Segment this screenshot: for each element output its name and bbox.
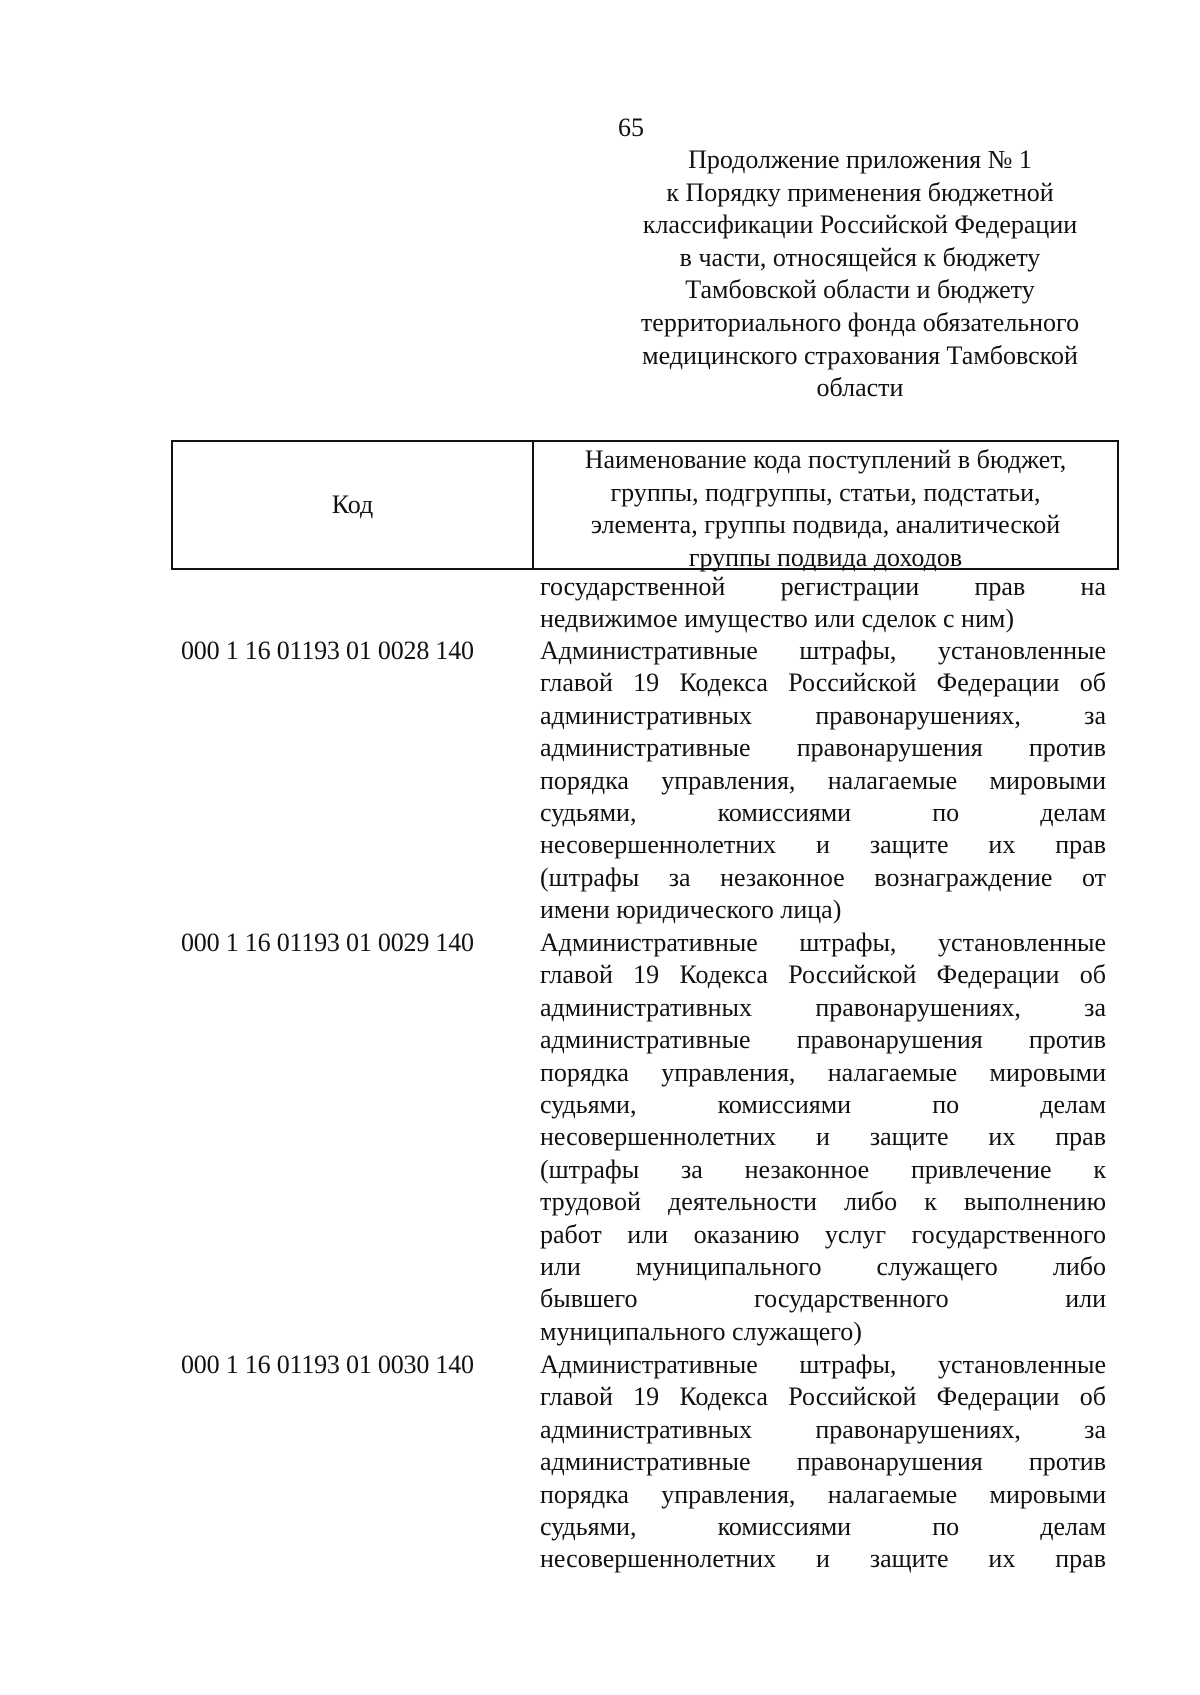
header-name-line: элемента, группы подвида, аналитической xyxy=(590,510,1061,539)
row-code: 000 1 16 01193 01 0028 140 xyxy=(181,636,474,665)
table-header xyxy=(171,440,1119,570)
row-description xyxy=(540,1349,1106,1576)
desc-line: или муниципального служащего либо xyxy=(540,1251,1106,1281)
desc-line: судьями, комиссиями по делам xyxy=(540,797,1106,827)
desc-line: (штрафы за незаконное привлечение к xyxy=(540,1154,1106,1184)
desc-line: Административные штрафы, установленные xyxy=(540,636,1106,665)
desc-line: административные правонарушения против xyxy=(540,1025,1106,1055)
desc-line: бывшего государственного или xyxy=(540,1284,1106,1314)
desc-line: судьями, комиссиями по делам xyxy=(540,1089,1106,1119)
header-name-line: группы подвида доходов xyxy=(688,542,963,572)
desc-line: порядка управления, налагаемые мировыми xyxy=(540,1479,1106,1509)
desc-line: государственной регистрации прав на xyxy=(540,572,1106,601)
desc-line: порядка управления, налагаемые мировыми xyxy=(540,765,1106,795)
header-name-cell xyxy=(534,442,1117,572)
continuation-text xyxy=(540,571,1106,636)
appendix-line: в части, относящейся к бюджету xyxy=(679,242,1041,272)
desc-line: несовершеннолетних и защите их прав xyxy=(540,1544,1106,1574)
desc-line: судьями, комиссиями по делам xyxy=(540,1511,1106,1541)
appendix-heading xyxy=(600,144,1120,405)
header-name-line: Наименование кода поступлений в бюджет, xyxy=(584,445,1067,474)
row-description xyxy=(540,927,1106,1348)
desc-line: Административные штрафы, установленные xyxy=(540,928,1106,957)
appendix-line: области xyxy=(816,373,904,403)
desc-line: несовершеннолетних и защите их прав xyxy=(540,830,1106,860)
desc-line: главой 19 Кодекса Российской Федерации об xyxy=(540,1382,1106,1412)
desc-line: административных правонарушениях, за xyxy=(540,992,1106,1022)
row-description xyxy=(540,635,1106,927)
header-name-line: группы, подгруппы, статьи, подстатьи, xyxy=(610,477,1041,507)
appendix-line: Продолжение приложения № 1 xyxy=(688,145,1032,174)
appendix-line: к Порядку применения бюджетной xyxy=(666,177,1054,207)
desc-line: административных правонарушениях, за xyxy=(540,700,1106,730)
desc-line: муниципального служащего) xyxy=(540,1316,862,1346)
appendix-line: классификации Российской Федерации xyxy=(642,210,1078,240)
desc-line: трудовой деятельности либо к выполнению xyxy=(540,1187,1106,1217)
appendix-line: Тамбовской области и бюджету xyxy=(685,275,1035,305)
desc-line: несовершеннолетних и защите их прав xyxy=(540,1122,1106,1152)
row-code: 000 1 16 01193 01 0029 140 xyxy=(181,928,474,957)
desc-line: недвижимое имущество или сделок с ним) xyxy=(540,604,1014,634)
desc-line: административные правонарушения против xyxy=(540,733,1106,763)
desc-line: главой 19 Кодекса Российской Федерации об xyxy=(540,668,1106,698)
desc-line: главой 19 Кодекса Российской Федерации об xyxy=(540,960,1106,990)
desc-line: имени юридического лица) xyxy=(540,895,842,925)
header-code-cell xyxy=(173,442,534,568)
desc-line: порядка управления, налагаемые мировыми xyxy=(540,1057,1106,1087)
desc-line: административные правонарушения против xyxy=(540,1447,1106,1477)
desc-line: (штрафы за незаконное вознаграждение от xyxy=(540,862,1106,892)
desc-line: работ или оказанию услуг государственного xyxy=(540,1219,1106,1249)
appendix-line: территориального фонда обязательного xyxy=(640,307,1080,337)
appendix-line: медицинского страхования Тамбовской xyxy=(642,340,1078,370)
page-number: 65 xyxy=(618,113,644,142)
header-code-label: Код xyxy=(331,490,374,519)
row-code: 000 1 16 01193 01 0030 140 xyxy=(181,1350,474,1379)
desc-line: административных правонарушениях, за xyxy=(540,1414,1106,1444)
desc-line: Административные штрафы, установленные xyxy=(540,1350,1106,1379)
